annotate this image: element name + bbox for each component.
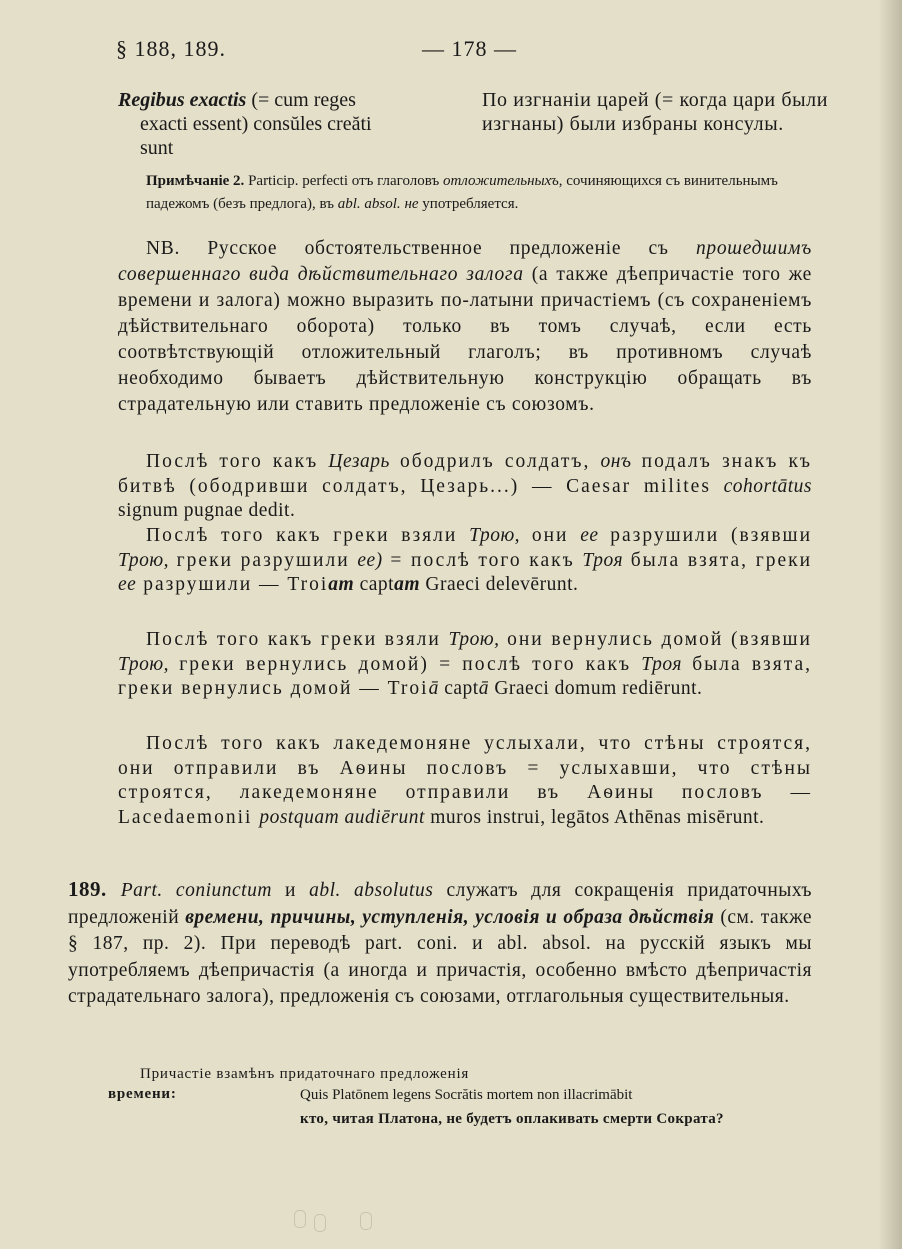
russian-translation: кто, читая Платона, не будетъ оплакивать смерти Сократа? — [300, 1111, 724, 1127]
latin-column: Regibus exactis (= cum reges exacti essent) consŭles creăti sunt — [118, 89, 372, 159]
example-caesar: Послѣ того какъ Цезарь ободрилъ солдатъ, онъ подалъ знакъ къ битвѣ (ободривши солдатъ, Цезарь...) — Caesar milites cohortātus signum pugnae dedit. — [118, 451, 813, 521]
example-troy-destroyed: Послѣ того какъ греки взяли Трою, они ее разрушили (взявши Трою, греки разрушили ее) = послѣ того какъ Троя была взята, греки ее разрушили — Troiam captam Graeci delevērunt. — [118, 525, 813, 595]
example-lacedaemonians: Послѣ того какъ лакедемоняне услыхали, что стѣны строятся, они отправили въ Аѳины пословъ = услыхавши, что стѣны строятся, лакедемоняне отправили въ Аѳины пословъ — Lacedaemonii postquam audiērunt muros instrui, legātos Athēnas misērunt. — [118, 733, 812, 828]
subsection-heading: Причастіе взамѣнъ придаточнаго предложенія — [140, 1066, 470, 1082]
section-reference: § 188, 189. — [116, 36, 226, 61]
note-2: Примѣчаніе 2. Particip. perfecti отъ глаголовъ отложительныхъ, сочиняющихся съ винительнымъ падежомъ (безъ предлога), въ abl. absol. не употребляется. — [146, 173, 778, 212]
section-number: 189. — [68, 877, 107, 901]
example-troy-returned: Послѣ того какъ греки взяли Трою, они вернулись домой (взявши Трою, греки вернулись домой) = послѣ того какъ Троя была взята, греки вернулись домой — Troiā captā Graeci domum rediērunt. — [118, 629, 813, 699]
page-edge-shadow — [878, 0, 902, 1249]
latin-phrase: Regibus exactis — [118, 89, 247, 111]
example-plato — [300, 1083, 814, 1131]
subsection-label: времени: — [108, 1086, 177, 1102]
note-label: Примѣчаніе 2. — [146, 173, 245, 189]
nb-paragraph: NB. Русское обстоятельственное предложеніе съ прошедшимъ совершеннаго вида дѣйствительнаго залога (а также дѣепричастіе того же времени и залога) можно выразить по-латыни причастіемъ (съ сохраненіемъ дѣйствительнаго оборота) только въ томъ случаѣ, если есть соотвѣтствующій отложительный глаголъ; въ противномъ случаѣ необходимо бываетъ дѣйствительную конструкцію обращать въ страдательную или ставить предложеніе съ союзомъ. — [118, 238, 812, 415]
faint-pencil-mark — [292, 1206, 412, 1232]
russian-column: По изгнаніи царей (= когда цари были изгнаны) были избраны консулы. — [482, 89, 829, 135]
latin-sentence: Quis Platōnem legens Socrătis mortem non illacrimābit — [300, 1087, 633, 1103]
page-number: — 178 — — [422, 36, 517, 61]
running-head — [116, 36, 782, 68]
section-189: 189. Part. coniunctum и abl. absolutus служатъ для сокращенія придаточныхъ предложеній времени, причины, уступленія, условія и образа дѣйствія (см. также § 187, пр. 2). При переводѣ part. coni. и abl. absol. на русскій языкъ мы употребляемъ дѣепричастія (а иногда и причастія, особенно вмѣсто дѣепричастія страдательнаго залога), предложенія съ союзами, отглагольныя существительныя. — [68, 877, 812, 1007]
example-regibus-exactis — [118, 88, 830, 164]
